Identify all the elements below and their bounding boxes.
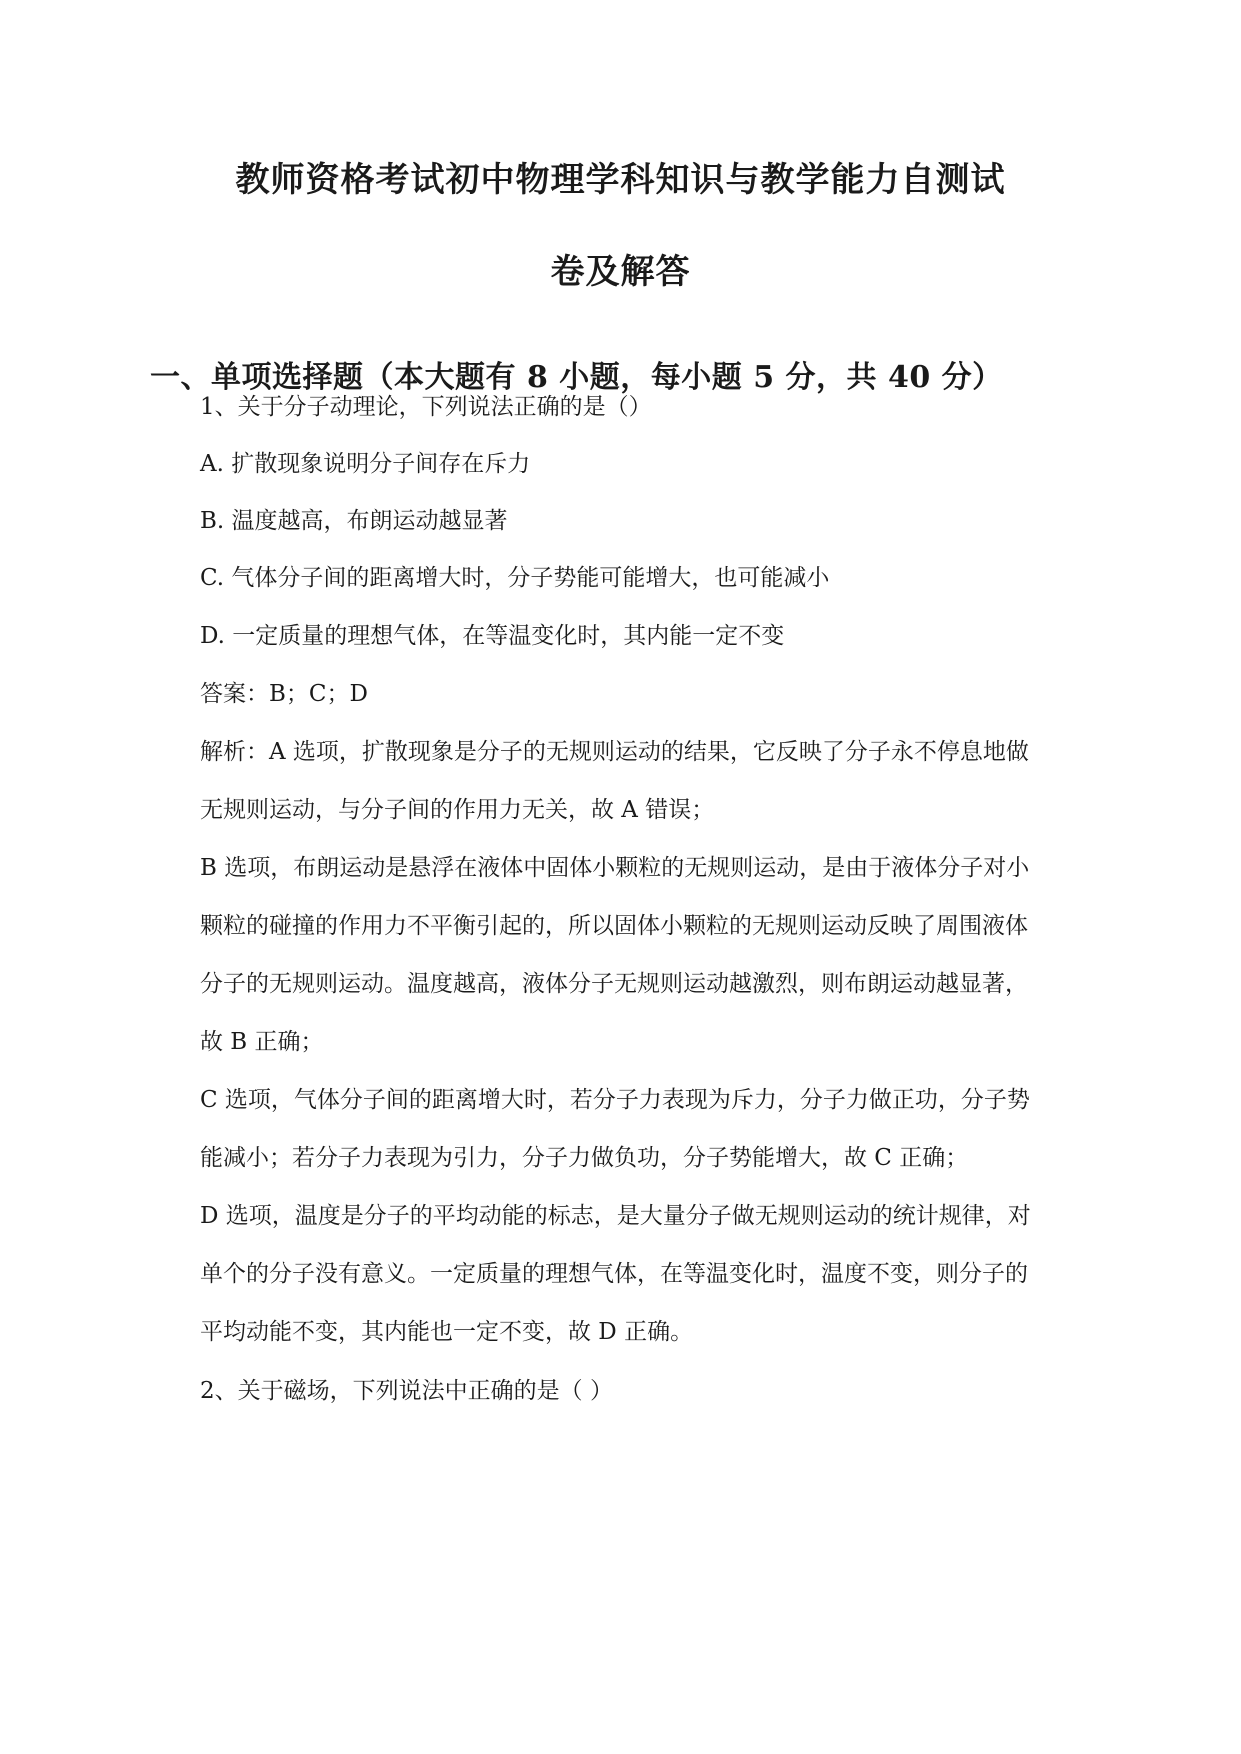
question-1-option-c: C. 气体分子间的距离增大时，分子势能可能增大，也可能减小: [200, 565, 830, 591]
analysis-line: 能减小；若分子力表现为引力，分子力做负功，分子势能增大，故 C 正确；: [200, 1145, 969, 1171]
analysis-line: 平均动能不变，其内能也一定不变，故 D 正确。: [200, 1319, 694, 1345]
analysis-line: 无规则运动，与分子间的作用力无关，故 A 错误；: [200, 797, 715, 823]
analysis-line: 颗粒的碰撞的作用力不平衡引起的，所以固体小颗粒的无规则运动反映了周围液体: [200, 913, 1028, 939]
analysis-line: B 选项，布朗运动是悬浮在液体中固体小颗粒的无规则运动，是由于液体分子对小: [200, 855, 1030, 881]
analysis-line: 分子的无规则运动。温度越高，液体分子无规则运动越激烈，则布朗运动越显著，: [200, 971, 1028, 997]
analysis-line: 解析：A 选项，扩散现象是分子的无规则运动的结果，它反映了分子永不停息地做: [200, 739, 1029, 765]
question-2-stem: 2、关于磁场，下列说法中正确的是（ ）: [200, 1378, 613, 1404]
analysis-line: C 选项，气体分子间的距离增大时，若分子力表现为斥力，分子力做正功，分子势: [200, 1087, 1030, 1113]
question-1-option-d: D. 一定质量的理想气体，在等温变化时，其内能一定不变: [200, 623, 785, 649]
question-1-option-a: A. 扩散现象说明分子间存在斥力: [200, 451, 531, 477]
analysis-line: 故 B 正确；: [200, 1029, 324, 1055]
section-heading: 一、单项选择题（本大题有 8 小题，每小题 5 分，共 40 分）: [150, 360, 1003, 395]
question-1-option-b: B. 温度越高，布朗运动越显著: [200, 508, 508, 534]
question-1-stem: 1、关于分子动理论，下列说法正确的是（）: [200, 394, 652, 420]
document-title-line-2: 卷及解答: [550, 252, 691, 292]
analysis-line: 单个的分子没有意义。一定质量的理想气体，在等温变化时，温度不变，则分子的: [200, 1261, 1028, 1287]
document-title-line-1: 教师资格考试初中物理学科知识与教学能力自测试: [235, 160, 1006, 200]
analysis-line: D 选项，温度是分子的平均动能的标志，是大量分子做无规则运动的统计规律，对: [200, 1203, 1031, 1229]
question-1-answer: 答案：B；C；D: [200, 681, 368, 707]
